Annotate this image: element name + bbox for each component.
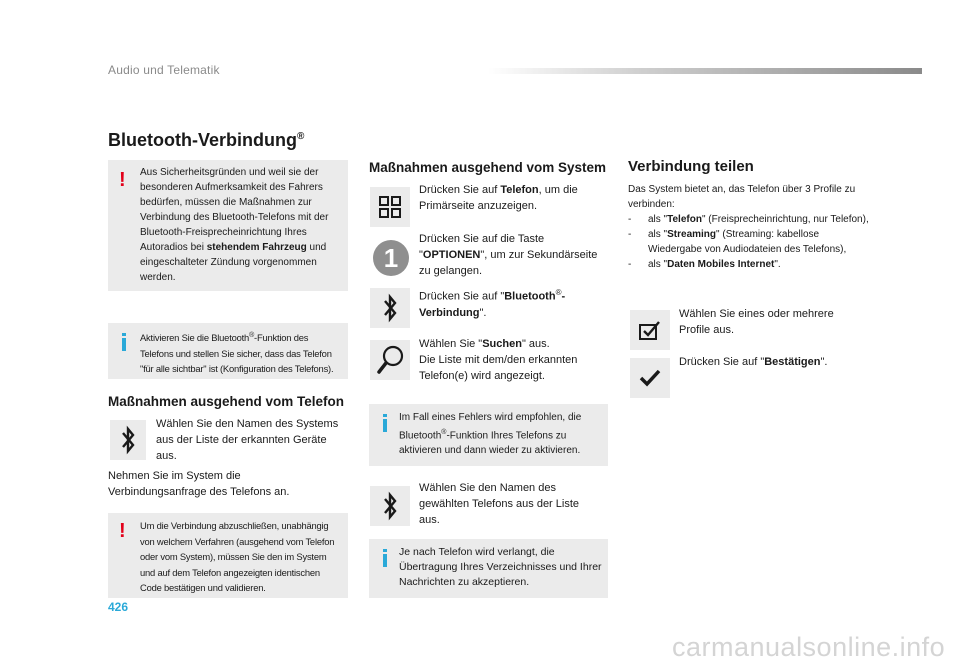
step2-text: Drücken Sie auf die Taste "OPTIONEN", um zur Sekundärseite zu gelangen. [419,233,598,277]
profile-item: - als "Telefon" (Freisprecheinrichtung, nur Telefon), [628,212,873,227]
grid-icon-box [370,187,410,227]
page-number: 426 [108,600,129,614]
confirm-step-text: Drücken Sie auf "Bestätigen". [679,356,828,368]
transfer-note-text: Je nach Telefon wird verlangt, die Übertragung Ihres Verzeichnisses und Ihrer Nachrichten zu akzeptieren. [399,546,602,588]
checkbox-icon [638,319,662,341]
end-warning-text: Um die Verbindung abzuschließen, unabhängig von welchem Verfahren (ausgehend vom Telefon oder vom System), müssen Sie den im System und auf dem Telefon angezeigten identischen Code bestätigen und validieren. [140,520,335,593]
checkbox-icon-box [630,310,670,350]
accept-request-text: Nehmen Sie im System die Verbindungsanfrage des Telefons an. [108,470,290,498]
share-heading: Verbindung teilen [628,158,754,175]
section-title [108,130,304,151]
bluetooth-icon [381,293,399,323]
bluetooth-icon-box [110,420,146,460]
bluetooth-icon [119,425,137,455]
info-note-box [108,323,348,379]
exclamation-icon: ! [119,520,126,542]
checkmark-icon-box [630,358,670,398]
grid-icon [378,195,402,219]
exclamation-icon: ! [119,169,126,191]
transfer-note-box [369,539,608,598]
error-note-box [369,404,608,466]
step4-text: Wählen Sie "Suchen" aus. Die Liste mit dem/den erkannten Telefon(e) wird angezeigt. [419,338,578,382]
bluetooth-icon [381,491,399,521]
from-phone-step-text: Wählen Sie den Namen des Systems aus der Liste der erkannten Geräte aus. [156,418,339,462]
checkmark-icon [639,369,661,387]
header-title: Audio und Telematik [108,63,220,77]
safety-warning-text: Aus Sicherheitsgründen und weil sie der besonderen Aufmerksamkeit des Fahrers bedürfen, müssen die Maßnahmen zur Verbindung des Bluetooth-Telefons mit der Bluetooth-Freisprecheinrichtung Ihres Autoradios bei stehendem Fahrzeug und eingeschalteter Zündung vorgenommen werden. [140,167,329,283]
profile-item: - als "Daten Mobiles Internet". [628,257,873,272]
safety-warning-box [108,160,348,291]
error-note-text: Im Fall eines Fehlers wird empfohlen, die Bluetooth®-Funktion Ihres Telefons zu aktivieren und dann wieder zu aktivieren. [399,412,582,457]
section-title-text: Bluetooth-Verbindung [108,130,297,150]
from-system-heading: Maßnahmen ausgehend vom System [369,160,607,175]
share-intro: Das System bietet an, das Telefon über 3 Profile zu verbinden: [628,184,856,210]
bluetooth-icon-box [370,486,410,526]
profile-item: - als "Streaming" (Streaming: kabellose Wiedergabe von Audiodateien des Telefons), [628,227,873,257]
from-phone-heading: Maßnahmen ausgehend vom Telefon [108,394,345,409]
bluetooth-icon-box [370,288,410,328]
section-title-sup: ® [296,131,305,142]
end-warning-box [108,513,348,598]
step3-text: Drücken Sie auf "Bluetooth®-Verbindung". [419,288,566,319]
search-icon-box [370,340,410,380]
step5-text: Wählen Sie den Namen des gewählten Telefons aus der Liste aus. [419,482,580,526]
step-number-badge: 1 [373,240,409,276]
info-note-text: Aktivieren Sie die Bluetooth®-Funktion des Telefons und stellen Sie sicher, dass das Telefon "für alle sichtbar" ist (Konfiguration des Telefons). [140,332,334,375]
watermark: carmanualsonline.info [672,632,946,662]
search-icon [375,344,405,376]
profile-list [628,212,873,272]
header-bar [488,68,922,74]
step1-text: Drücken Sie auf Telefon, um die Primärseite anzuzeigen. [419,184,578,212]
select-profiles-text: Wählen Sie eines oder mehrere Profile aus. [679,308,834,336]
